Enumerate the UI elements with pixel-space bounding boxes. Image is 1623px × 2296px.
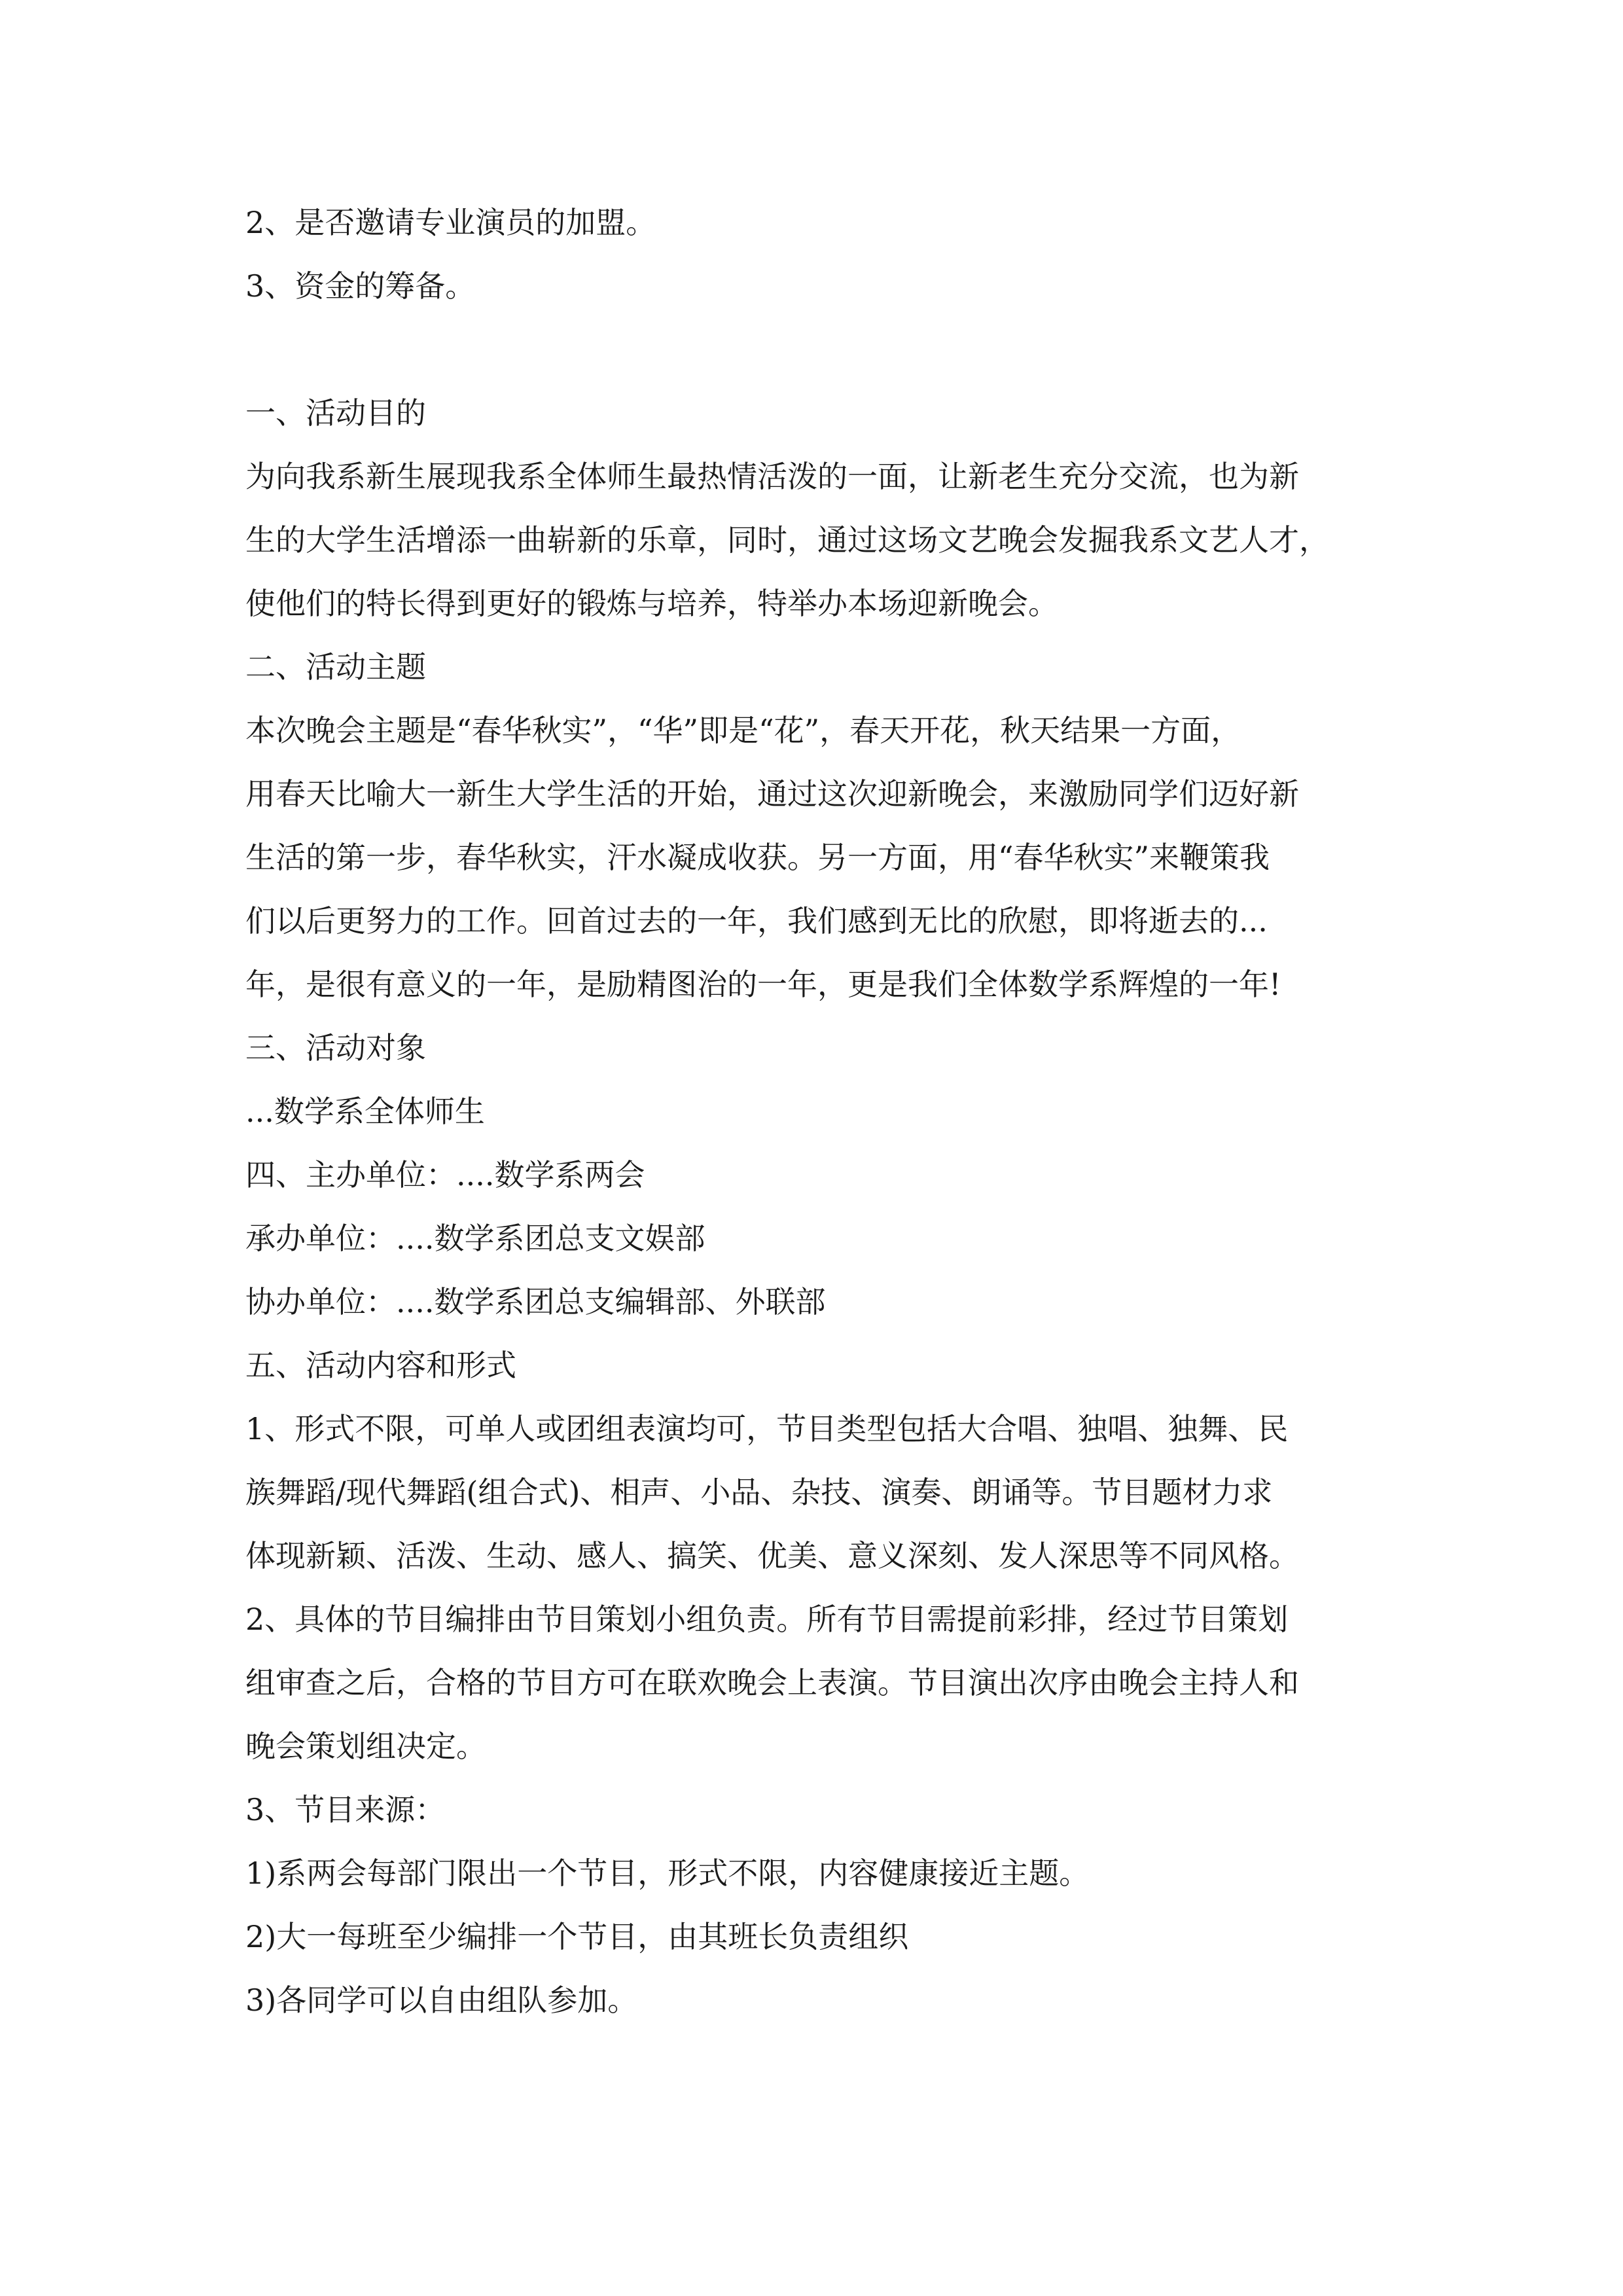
section-heading-audience: 三、活动对象 <box>245 1030 426 1066</box>
paragraph-line: 们以后更努力的工作。回首过去的一年，我们感到无比的欣慰，即将逝去的... <box>245 903 1268 939</box>
paragraph-line: ...数学系全体师生 <box>245 1094 485 1129</box>
paragraph-line: 1、形式不限，可单人或团组表演均可，节目类型包括大合唱、独唱、独舞、民 <box>245 1411 1289 1446</box>
paragraph-line: 族舞蹈/现代舞蹈(组合式)、相声、小品、杂技、演奏、朗诵等。节目题材力求 <box>245 1475 1273 1510</box>
paragraph-line: 体现新颖、活泼、生动、感人、搞笑、优美、意义深刻、发人深思等不同风格。 <box>245 1538 1299 1573</box>
list-item: 2)大一每班至少编排一个节目，由其班长负责组织 <box>245 1919 909 1954</box>
paragraph-line: 2、具体的节目编排由节目策划小组负责。所有节目需提前彩排，经过节目策划 <box>245 1602 1289 1637</box>
paragraph-line: 为向我系新生展现我系全体师生最热情活泼的一面，让新老生充分交流，也为新 <box>245 459 1299 494</box>
section-heading-purpose: 一、活动目的 <box>245 395 426 431</box>
section-heading-content: 五、活动内容和形式 <box>245 1348 516 1383</box>
paragraph-line: 用春天比喻大一新生大学生活的开始，通过这次迎新晚会，来激励同学们迈好新 <box>245 776 1299 812</box>
list-item: 1)系两会每部门限出一个节目，形式不限，内容健康接近主题。 <box>245 1856 1090 1891</box>
list-item: 3)各同学可以自由组队参加。 <box>245 1982 638 2018</box>
paragraph-line: 使他们的特长得到更好的锻炼与培养，特举办本场迎新晚会。 <box>245 586 1058 621</box>
paragraph-line: 本次晚会主题是“春华秋实”，“华”即是“花”，春天开花，秋天结果一方面， <box>245 713 1241 748</box>
paragraph-line: 年，是很有意义的一年，是励精图治的一年，更是我们全体数学系辉煌的一年! <box>245 967 1281 1002</box>
paragraph-line: 晚会策划组决定。 <box>245 1729 486 1764</box>
list-item-funding: 3、资金的筹备。 <box>245 268 476 304</box>
list-item-invite-performers: 2、是否邀请专业演员的加盟。 <box>245 205 656 240</box>
blank-line <box>245 318 1387 382</box>
paragraph-line: 生的大学生活增添一曲崭新的乐章，同时，通过这场文艺晚会发掘我系文艺人才， <box>245 522 1329 558</box>
list-item-program-source: 3、节目来源： <box>245 1792 446 1827</box>
paragraph-line: 协办单位：....数学系团总支编辑部、外联部 <box>245 1284 826 1319</box>
paragraph-line: 组审查之后，合格的节目方可在联欢晚会上表演。节目演出次序由晚会主持人和 <box>245 1665 1299 1700</box>
document-body <box>245 191 1387 2032</box>
section-heading-organizer: 四、主办单位：....数学系两会 <box>245 1157 645 1193</box>
paragraph-line: 承办单位：....数学系团总支文娱部 <box>245 1221 705 1256</box>
section-heading-theme: 二、活动主题 <box>245 649 426 685</box>
paragraph-line: 生活的第一步，春华秋实，汗水凝成收获。另一方面，用“春华秋实”来鞭策我 <box>245 840 1270 875</box>
